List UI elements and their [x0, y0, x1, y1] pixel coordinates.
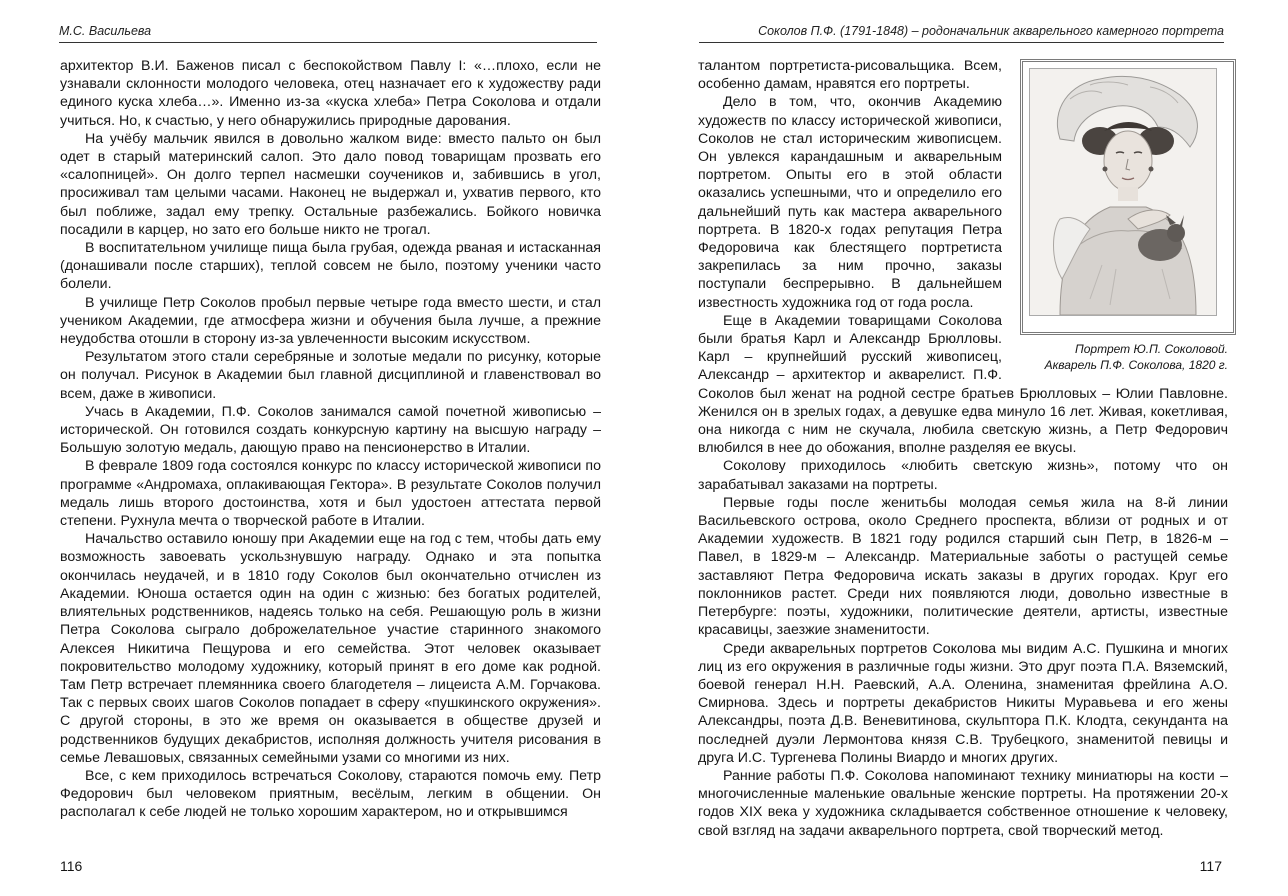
header-rule	[699, 42, 1224, 43]
paragraph: архитектор В.И. Баженов писал с беспокойством Павлу I: «…плохо, если не узнавали склонности молодого человека, отец назначает его к художеству ради единого куска хлеба…». Именно из-за «куска хлеба» Петра Соколова и отдали учиться. Но, к счастью, у него обнаружились природные дарования.	[60, 58, 601, 129]
running-head-chapter: Соколов П.Ф. (1791-1848) – родоначальник акварельного камерного портрета	[758, 24, 1224, 38]
paragraph: Результатом этого стали серебряные и золотые медали по рисунку, которые он получал. Рисунок в Академии был главной дисциплиной и главенствовал во всем, даже в живописи.	[60, 349, 601, 402]
portrait-caption	[1014, 342, 1232, 373]
portrait-image	[1029, 68, 1217, 316]
paragraph: Среди акварельных портретов Соколова мы видим А.С. Пушкина и многих лиц из его окружения в различные годы жизни. Это друг поэта П.А. Вяземский, боевой генерал Н.Н. Раевский, А.А. Оленина, знаменитая фрейлина А.О. Смирнова. Здесь и портреты декабристов Никиты Муравьева и его жены Александры, поэта Д.В. Веневитинова, скульптора П.К. Клодта, секунданта на последней дуэли Лермонтова князя С.В. Трубецкого, знаменитой певицы и друга И.С. Тургенева Полины Виардо и многих других.	[698, 640, 1228, 766]
paragraph: Первые годы после женитьбы молодая семья жила на 8-й линии Васильевского острова, около Среднего проспекта, вблизи от родных и от Академии художеств. В 1821 году родился старший сын Петр, в 1826-м – Павел, в 1829-м – Александр. Материальные заботы о растущей семье заставляют Петра Федоровича искать заказы в других городах. Круг его поклонников растет. Среди них появляются люди, довольно известные в Петербурге: поэты, художники, политические деятели, артисты, известные красавицы, заезжие знаменитости.	[698, 494, 1228, 639]
paragraph: В училище Петр Соколов пробыл первые четыре года вместо шести, и стал учеником Академии, где атмосфера жизни и обучения была лучше, а прежние неудобства отошли в сторону из-за увлеченности высоким искусством.	[60, 294, 601, 348]
paragraph: Начальство оставило юношу при Академии еще на год с тем, чтобы дать ему возможность завоевать ускользнувшую награду. Однако и эта попытка окончилась неудачей, и в 1810 году Соколов был окончательно отчислен из Академии. Юноша остается один на один с жизнью: без богатых родителей, влиятельных родственников, надеясь только на себя. Решающую роль в жизни Петра Соколова сыграло доброжелательное участие старинного знакомого Алексея Никитича Пещурова и его семейства. Этот человек оказывает покровительство молодому художнику, который принят в его доме как родной. Там Петр встречает племянника своего благодетеля – лицеиста А.М. Горчакова. Так с первых своих шагов Соколов попадает в сферу «пушкинского окружения». С другой стороны, в это же время он оказывается в обществе друзей и родственников будущих декабристов, исполняя должность учителя рисования в семье Левашовых, связанных семейными узами со многими из них.	[60, 531, 601, 766]
page-number: 116	[60, 858, 83, 874]
paragraph: Учась в Академии, П.Ф. Соколов занимался самой почетной живописью – исторической. Он готовился создать конкурсную картину на высшую награду – Большую золотую медаль, дающую право на пенсионерство в Италии.	[60, 403, 601, 457]
paragraph: На учёбу мальчик явился в довольно жалком виде: вместо пальто он был одет в старый материнский салоп. Это дало повод товарищам прозвать его «салопницей». Он долго терпел насмешки соучеников и, забившись в угол, просиживал там целыми часами. Наконец не выдержал и, ухватив первого, кто был поближе, задал ему трепку. Остальные разбежались. Бойкого новичка посадили в карцер, но зато его больше никто не трогал.	[60, 130, 601, 238]
caption-title: Портрет Ю.П. Соколовой.	[1075, 342, 1228, 356]
paragraph: Еще в Академии товарищами Соколова были братья Карл и Александр Брюлловы. Карл – крупнейший русский живописец, Александр – архитектор и акварелист. П.Ф. Соколов был женат на родной сестре братьев Брюлловых – Юлии Павловне. Женился он в зрелых годах, а девушке едва минуло 16 лет. Живая, кокетливая, она никогда с ним не скучала, любила светскую жизнь, а Петр Федорович влюбился в нее до обожания, вполне разделяя ее вкусы.	[698, 312, 1228, 457]
portrait-figure	[1014, 57, 1232, 373]
paragraph: Ранние работы П.Ф. Соколова напоминают технику миниатюры на кости – многочисленные маленькие овальные женские портреты. На протяжении 20-х годов XIX века у художника складывается собственное отношение к человеку, свой взгляд на задачи акварельного портрета, свой творческий метод.	[698, 767, 1228, 839]
running-head-author: М.С. Васильева	[59, 24, 152, 38]
right-page	[644, 0, 1288, 896]
paragraph: В феврале 1809 года состоялся конкурс по классу исторической живописи по программе «Андромаха, оплакивающая Гектора». В результате Соколов получил медаль лишь второго достоинства, хотя и был удостоен аттестата первой степени. Рухнула мечта о творческой работе в Италии.	[60, 458, 601, 530]
right-body-text	[698, 57, 1228, 840]
header-rule	[59, 42, 597, 43]
paragraph: Дело в том, что, окончив Академию художеств по классу исторической живописи, Соколов не стал историческим живописцем. Он увлекся карандашным и акварельным портретом. Опыты его в этой области оказались успешными, что и определило его дальнейший путь как мастера акварельного портрета. В 1820-х годах репутация Петра Федоровича как блестящего портретиста закрепилась за ним прочно, заказы поступали беспрерывно. В дальнейшем известность художника год от года росла.	[698, 94, 1002, 311]
paragraph: Все, с кем приходилось встречаться Соколову, стараются помочь ему. Петр Федорович был человеком приятным, весёлым, легким в общении. Он располагал к себе людей не только хорошим характером, но и открывшимся	[60, 767, 601, 821]
paragraph: талантом портретиста-рисовальщика. Всем, особенно дамам, нравятся его портреты.	[698, 58, 1002, 93]
left-body-text	[60, 57, 601, 822]
caption-details: Акварель П.Ф. Соколова, 1820 г.	[1044, 357, 1228, 372]
page-number: 117	[1199, 858, 1222, 874]
portrait-illustration	[1030, 69, 1216, 315]
portrait-frame	[1020, 59, 1236, 335]
paragraph: Соколову приходилось «любить светскую жизнь», потому что он зарабатывал заказами на портреты.	[698, 458, 1228, 493]
paragraph: В воспитательном училище пища была грубая, одежда рваная и истасканная (донашивали после старших), теплой совсем не было, поэтому ученики часто болели.	[60, 240, 601, 293]
